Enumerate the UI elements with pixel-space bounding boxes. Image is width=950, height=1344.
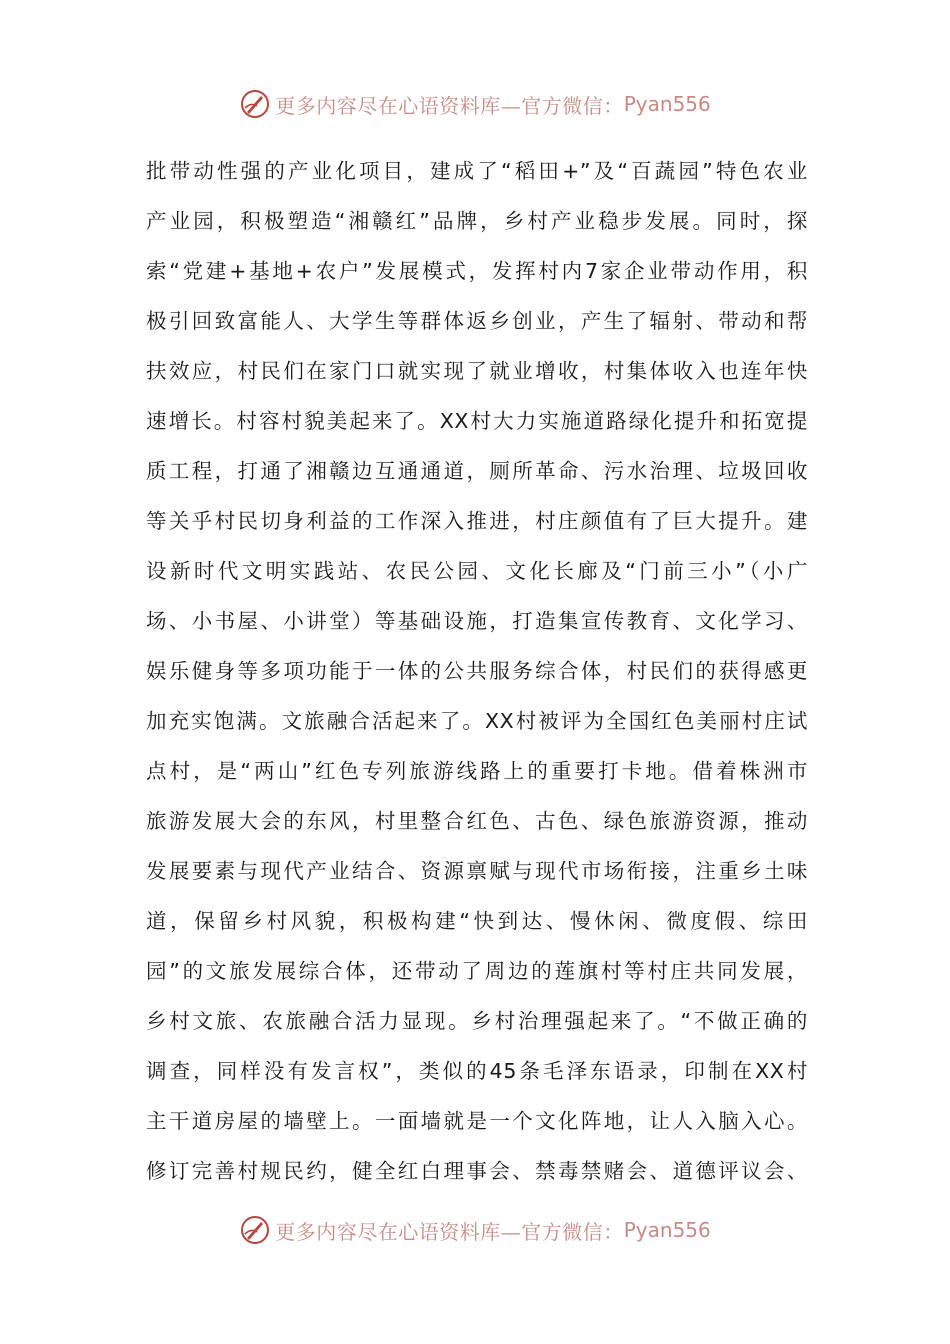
paragraph-line: 道，保留乡村风貌，积极构建“快到达、慢休闲、微度假、综田 [146,909,808,933]
paragraph-line: 产业园，积极塑造“湘赣红”品牌，乡村产业稳步发展。同时，探 [146,209,808,233]
paragraph-line: 乡村文旅、农旅融合活力显现。乡村治理强起来了。“不做正确的 [146,1009,808,1033]
paragraph-line: 主干道房屋的墙壁上。一面墙就是一个文化阵地，让人入脑入心。 [146,1109,808,1133]
footer-watermark-banner [0,1210,950,1250]
banner-text: 更多内容尽在心语资料库—官方微信： [275,1219,624,1244]
quill-logo-icon [239,88,271,120]
paragraph-line: 发展要素与现代产业结合、资源禀赋与现代市场衔接，注重乡土味 [146,859,808,883]
paragraph-line: 点村，是“两山”红色专列旅游线路上的重要打卡地。借着株洲市 [146,759,808,783]
paragraph-line: 娱乐健身等多项功能于一体的公共服务综合体，村民们的获得感更 [146,659,808,683]
paragraph-line: 批带动性强的产业化项目，建成了“稻田+”及“百蔬园”特色农业 [146,159,808,183]
paragraph-line: 扶效应，村民们在家门口就实现了就业增收，村集体收入也连年快 [146,359,808,383]
banner-wechat-id: Pyan556 [623,92,711,116]
paragraph-line: 场、小书屋、小讲堂）等基础设施，打造集宣传教育、文化学习、 [146,609,808,633]
paragraph-line: 调查，同样没有发言权”，类似的45条毛泽东语录，印制在XX村 [146,1059,808,1083]
paragraph-line: 设新时代文明实践站、农民公园、文化长廊及“门前三小”（小广 [146,559,808,583]
document-body [146,146,808,1196]
paragraph-line: 速增长。村容村貌美起来了。XX村大力实施道路绿化提升和拓宽提 [146,409,808,433]
paragraph-line: 园”的文旅发展综合体，还带动了周边的莲旗村等村庄共同发展， [146,959,808,983]
header-watermark-banner [0,84,950,124]
paragraph-line: 索“党建+基地+农户”发展模式，发挥村内7家企业带动作用，积 [146,259,808,283]
banner-text: 更多内容尽在心语资料库—官方微信： [275,93,624,118]
paragraph-line: 极引回致富能人、大学生等群体返乡创业，产生了辐射、带动和帮 [146,309,808,333]
paragraph-line: 旅游发展大会的东风，村里整合红色、古色、绿色旅游资源，推动 [146,809,808,833]
paragraph-line: 加充实饱满。文旅融合活起来了。XX村被评为全国红色美丽村庄试 [146,709,808,733]
banner-wechat-id: Pyan556 [623,1218,711,1242]
paragraph-line: 等关乎村民切身利益的工作深入推进，村庄颜值有了巨大提升。建 [146,509,808,533]
quill-logo-icon [239,1214,271,1246]
paragraph-line: 修订完善村规民约，健全红白理事会、禁毒禁赌会、道德评议会、 [146,1159,808,1183]
paragraph-line: 质工程，打通了湘赣边互通通道，厕所革命、污水治理、垃圾回收 [146,459,808,483]
